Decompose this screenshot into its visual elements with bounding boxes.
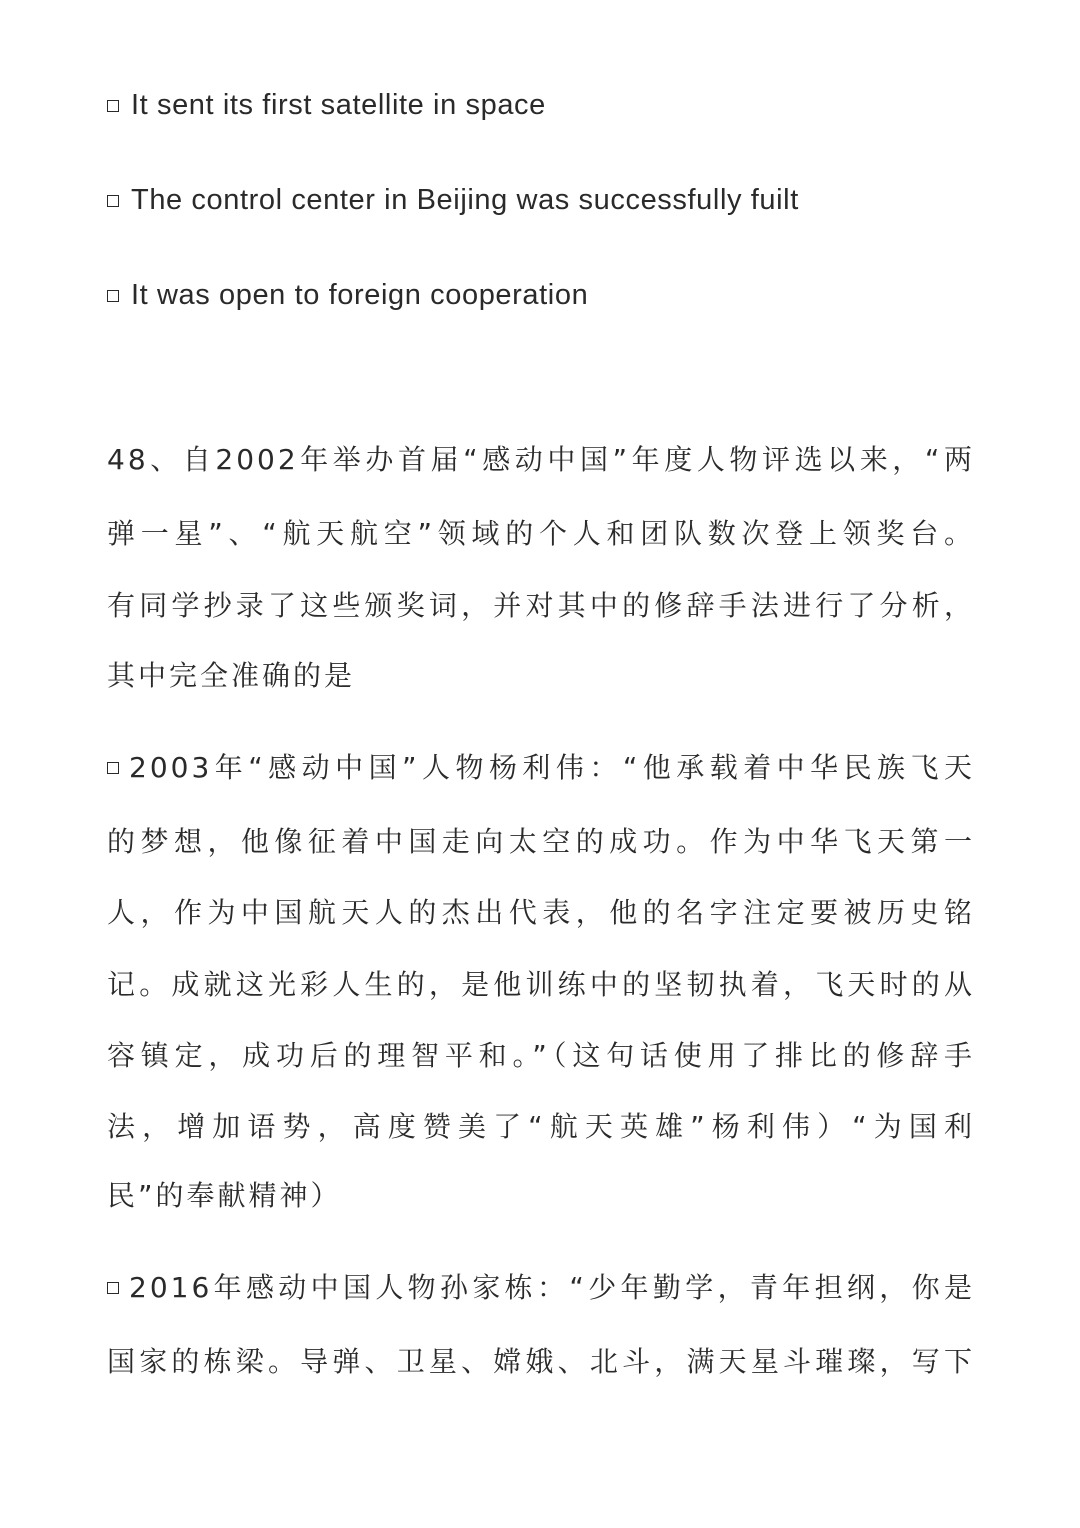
option-a-line: 人，作为中国航天人的杰出代表，他的名字注定要被历史铭 bbox=[107, 896, 975, 929]
option-row bbox=[107, 275, 975, 315]
option-a-line: 民”的奉献精神） bbox=[107, 1179, 342, 1212]
option-b-text: 2016年感动中国人物孙家栋：“少年勤学，青年担纲，你是 bbox=[129, 1271, 975, 1304]
option-a-line: 的梦想，他像征着中国走向太空的成功。作为中华飞天第一 bbox=[107, 825, 975, 858]
question-line: 48、自2002年举办首届“感动中国”年度人物评选以来，“两 bbox=[107, 443, 975, 476]
checkbox[interactable] bbox=[107, 195, 119, 207]
option-b-line-1 bbox=[107, 1268, 975, 1308]
option-row bbox=[107, 85, 975, 125]
option-b-line: 国家的栋梁。导弹、卫星、嫦娥、北斗，满天星斗璀璨，写下 bbox=[107, 1345, 975, 1378]
checkbox[interactable] bbox=[107, 100, 119, 112]
option-text: The control center in Beijing was successfully fuilt bbox=[131, 184, 799, 216]
question-line: 弹一星”、“航天航空”领域的个人和团队数次登上领奖台。 bbox=[107, 517, 975, 550]
option-a-line: 法，增加语势，高度赞美了“航天英雄”杨利伟）“为国利 bbox=[107, 1110, 975, 1143]
option-a-line: 容镇定，成功后的理智平和。”（这句话使用了排比的修辞手 bbox=[107, 1039, 975, 1072]
option-text: It was open to foreign cooperation bbox=[131, 279, 589, 311]
checkbox[interactable] bbox=[107, 1282, 119, 1294]
option-row bbox=[107, 180, 975, 220]
option-a-line: 记。成就这光彩人生的，是他训练中的坚韧执着，飞天时的从 bbox=[107, 968, 975, 1001]
checkbox[interactable] bbox=[107, 290, 119, 302]
option-text: It sent its first satellite in space bbox=[131, 89, 546, 121]
option-a-line-1 bbox=[107, 748, 975, 788]
option-a-text: 2003年“感动中国”人物杨利伟：“他承载着中华民族飞天 bbox=[129, 751, 975, 784]
checkbox[interactable] bbox=[107, 762, 119, 774]
question-line: 有同学抄录了这些颁奖词，并对其中的修辞手法进行了分析， bbox=[107, 589, 975, 622]
question-line: 其中完全准确的是 bbox=[107, 659, 356, 692]
